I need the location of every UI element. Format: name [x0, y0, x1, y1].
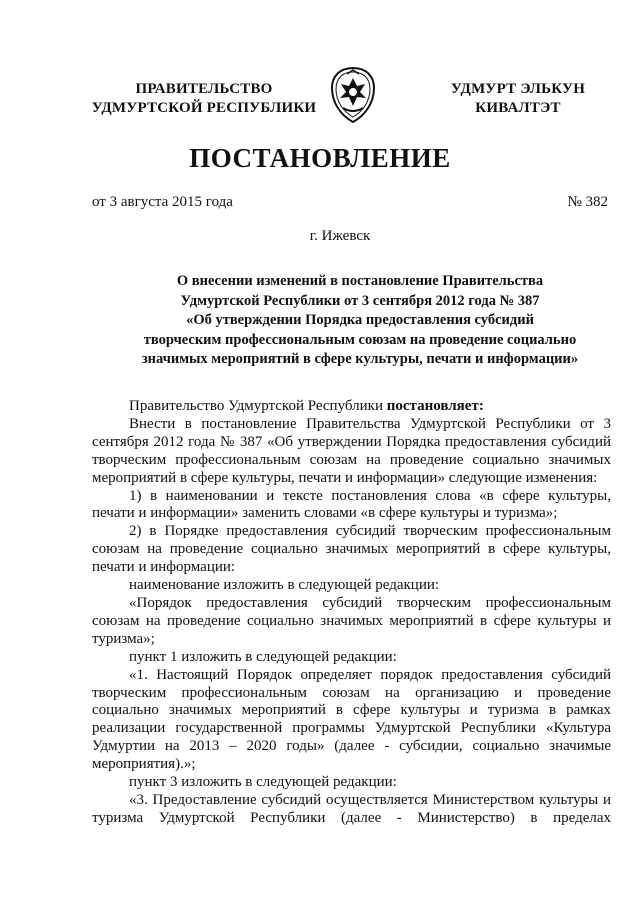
government-name-udmurt-line-2: КИВАЛТЭТ [475, 100, 561, 116]
udmurt-coat-of-arms-icon [328, 66, 378, 124]
document-date: от 3 августа 2015 года [92, 194, 233, 210]
body-paragraph: «1. Настоящий Порядок определяет порядок предоставления субсидий творческим профессиональным союзам на организацию и проведение социально значимых мероприятий в сфере культуры и туризма в рамках реализации государственной программы Удмуртской Республики «Культура Удмуртии на 2013 – 2020 годы» (далее - субсидии, социально значимые мероприятия).»; [92, 666, 611, 773]
government-name-udmurt-line-1: УДМУРТ ЭЛЬКУН [450, 81, 586, 97]
body-paragraph: наименование изложить в следующей редакции: [129, 577, 440, 594]
document-city: г. Ижевск [309, 228, 371, 244]
government-name-line-1: ПРАВИТЕЛЬСТВО [135, 81, 273, 97]
body-paragraph: 2) в Порядке предоставления субсидий творческим профессиональным союзам на проведение социально значимых мероприятий в сфере культуры, печати и информации: [92, 523, 611, 576]
subject-line: Удмуртской Республики от 3 сентября 2012 года № 387 [180, 292, 540, 309]
subject-line: О внесении изменений в постановление Правительства [176, 273, 544, 289]
resolves-keyword: постановляет: [386, 398, 484, 414]
document-body [92, 398, 611, 828]
government-name-line-2: УДМУРТСКОЙ РЕСПУБЛИКИ [91, 100, 317, 116]
body-paragraph: «Порядок предоставления субсидий творческим профессиональным союзам на проведение социально значимых мероприятий в сфере культуры и туризма»; [92, 594, 611, 647]
subject-line: «Об утверждении Порядка предоставления субсидий [186, 312, 534, 328]
subject-line: значимых мероприятий в сфере культуры, печати и информации» [141, 351, 579, 367]
body-paragraph: Внести в постановление Правительства Удмуртской Республики от 3 сентября 2012 года № 387 «Об утверждении Порядка предоставления субсидий творческим профессиональным союзам на проведение социально значимых мероприятий в сфере культуры, печати и информации» следующие изменения: [92, 415, 611, 486]
document-subject [90, 272, 630, 370]
body-paragraph: пункт 3 изложить в следующей редакции: [129, 774, 397, 791]
body-intro: Правительство Удмуртской Республики постановляет: [129, 398, 484, 414]
document-number: № 382 [567, 194, 608, 210]
body-paragraph: «3. Предоставление субсидий осуществляется Министерством культуры и туризма Удмуртской Республики (далее - Министерство) в пределах [92, 791, 611, 826]
body-paragraph: пункт 1 изложить в следующей редакции: [129, 648, 397, 665]
government-name-udmurt [418, 80, 618, 118]
document-title: ПОСТАНОВЛЕНИЕ [189, 143, 451, 173]
body-paragraph: 1) в наименовании и тексте постановления слова «в сфере культуры, печати и информации» заменить словами «в сфере культуры и туризма»; [92, 487, 611, 522]
subject-line: творческим профессиональным союзам на проведение социально [143, 331, 577, 348]
government-name-russian [88, 80, 320, 118]
